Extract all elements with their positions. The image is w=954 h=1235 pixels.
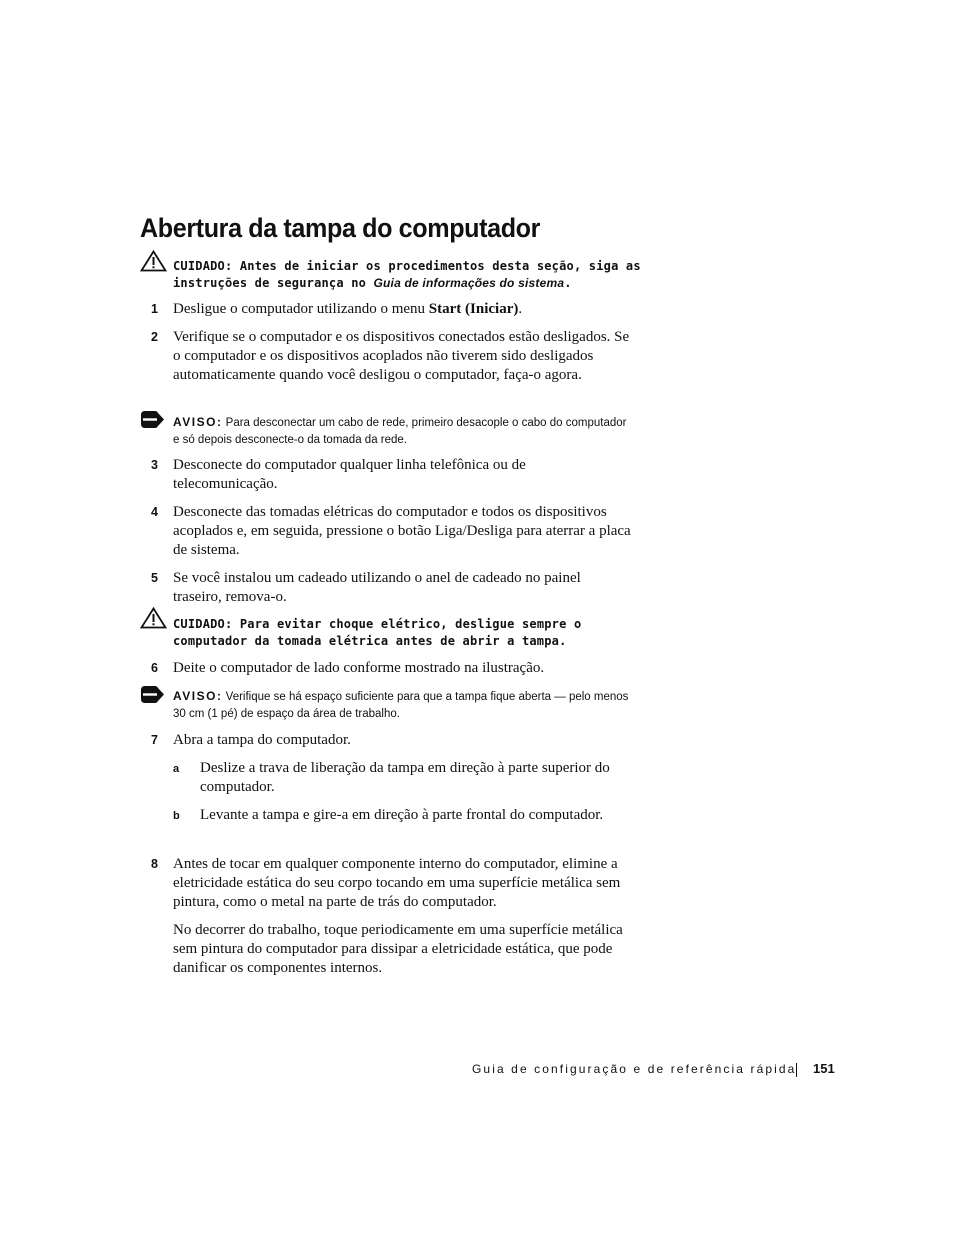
caution-1-end: . (564, 275, 572, 290)
step-7-number: 7 (151, 733, 158, 747)
step-4-number: 4 (151, 505, 158, 519)
step-7-text: Abra a tampa do computador. (173, 732, 351, 748)
step-1-menu-ref: Start (Iniciar) (428, 301, 519, 317)
page-number: 151 (813, 1061, 835, 1076)
step-1-end: . (518, 301, 523, 317)
caution-2 (173, 616, 653, 649)
notice-2 (173, 688, 633, 723)
step-8-text: Antes de tocar em qualquer componente interno do computador, elimine a eletricidade estática do seu corpo tocando em uma superfície metálica sem pintura, como o metal na parte de trás do computador. (173, 856, 621, 910)
caution-1 (173, 258, 653, 291)
step-8-extra-text: No decorrer do trabalho, toque periodicamente em uma superfície metálica sem pintura do computador para dissipar a eletricidade estática, que pode danificar os componentes internos. (173, 922, 623, 976)
step-8-number: 8 (151, 857, 158, 871)
notice-1-label: AVISO: (173, 415, 223, 429)
notice-hand-icon (140, 685, 165, 704)
notice-2-text: Verifique se há espaço suficiente para que a tampa fique aberta — pelo menos 30 cm (1 pé) de espaço da área de trabalho. (173, 691, 629, 720)
caution-triangle-icon (140, 250, 167, 272)
step-7a-letter: a (173, 763, 180, 775)
step-7b-letter: b (173, 810, 180, 822)
page-title: Abertura da tampa do computador (140, 213, 541, 243)
step-6-text: Deite o computador de lado conforme mostrado na ilustração. (173, 660, 545, 676)
notice-hand-icon (140, 410, 165, 429)
step-1-body: Desligue o computador utilizando o menu (173, 301, 426, 317)
footer-separator (796, 1063, 797, 1077)
step-6-number: 6 (151, 661, 158, 675)
step-5-number: 5 (151, 571, 158, 585)
caution-triangle-icon (140, 607, 167, 629)
caution-2-text: Para evitar choque elétrico, desligue sempre o computador da tomada elétrica antes de abrir a tampa. (173, 617, 582, 648)
footer-guide-title: Guia de configuração e de referência rápida (472, 1062, 797, 1076)
step-3-text: Desconecte do computador qualquer linha telefônica ou de telecomunicação. (173, 457, 526, 492)
step-2-text: Verifique se o computador e os dispositivos conectados estão desligados. Se o computador e os dispositivos acoplados não tiverem sido desligados automaticamente quando você desligou o computador, faça-o agora. (173, 329, 630, 383)
caution-2-label: CUIDADO: (173, 617, 233, 631)
notice-2-label: AVISO: (173, 689, 223, 703)
caution-1-text: Antes de iniciar os procedimentos desta seção, siga as instruções de segurança no (173, 259, 641, 290)
step-5-text: Se você instalou um cadeado utilizando o anel de cadeado no painel traseiro, remova-o. (173, 570, 581, 605)
step-3-number: 3 (151, 458, 158, 472)
step-4-text: Desconecte das tomadas elétricas do computador e todos os dispositivos acoplados e, em seguida, pressione o botão Liga/Desliga para aterrar a placa de sistema. (173, 504, 631, 558)
caution-1-label: CUIDADO: (173, 259, 233, 273)
step-2-number: 2 (151, 330, 158, 344)
notice-1 (173, 414, 633, 449)
step-7a-text: Deslize a trava de liberação da tampa em direção à parte superior do computador. (200, 760, 610, 795)
step-1-text (173, 300, 633, 319)
caution-1-reference: Guia de informações do sistema (373, 275, 565, 290)
step-7b-text: Levante a tampa e gire-a em direção à parte frontal do computador. (200, 807, 604, 823)
notice-1-text: Para desconectar um cabo de rede, primeiro desacople o cabo do computador e só depois desconecte-o da tomada da rede. (173, 417, 627, 446)
step-1-number: 1 (151, 302, 158, 316)
